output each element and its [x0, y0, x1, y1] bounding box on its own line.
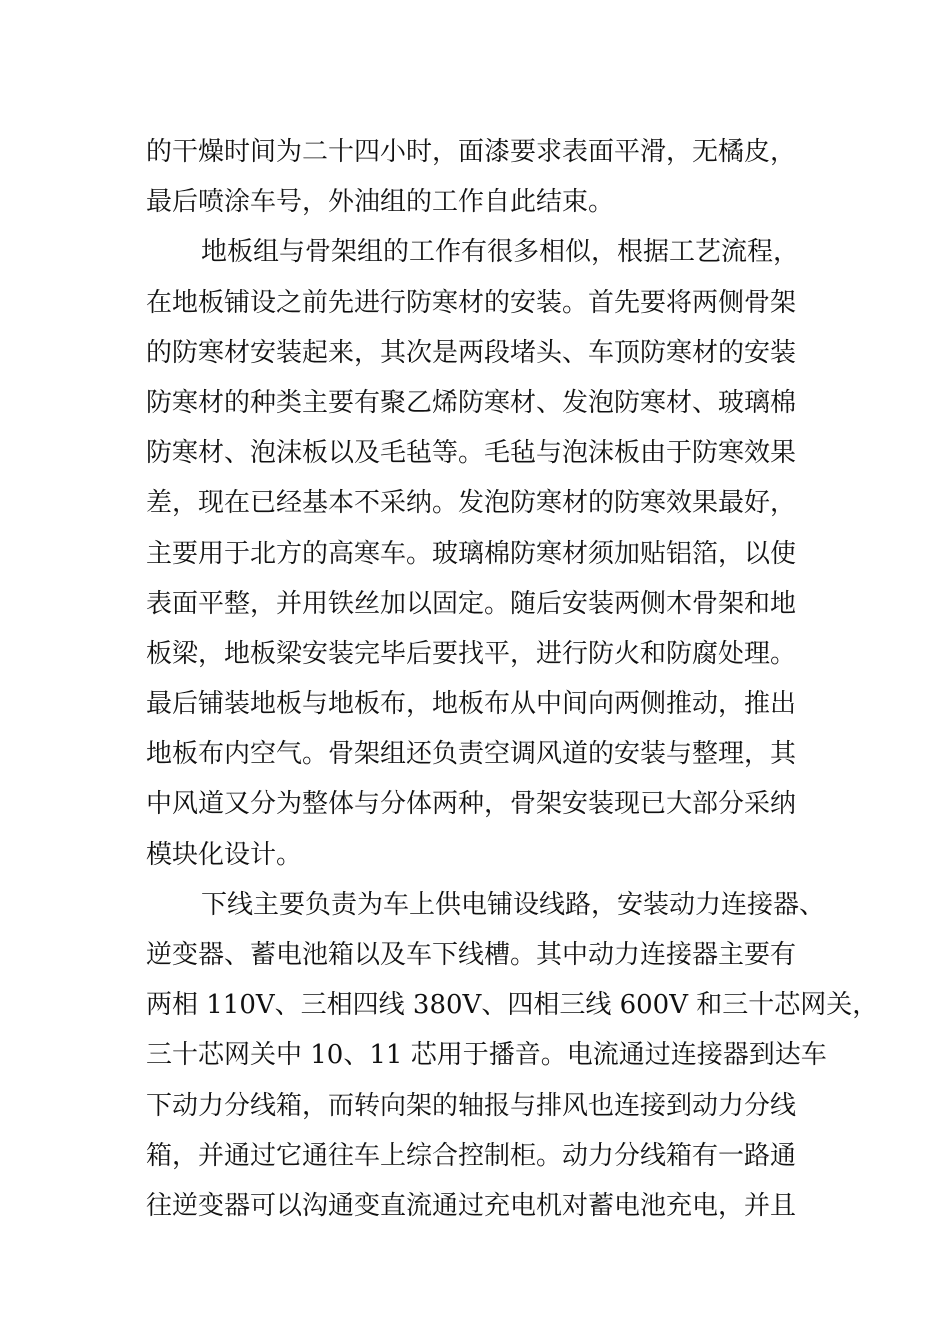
text-line: 两相 110V、三相四线 380V、四相三线 600V 和三十芯网关，	[146, 990, 879, 1021]
text-line: 箱，并通过它通往车上综合控制柜。动力分线箱有一路通	[146, 1140, 797, 1171]
text-line: 最后喷涂车号，外油组的工作自此结束。	[146, 187, 615, 218]
text-line: 下线主要负责为车上供电铺设线路，安装动力连接器、	[201, 889, 826, 920]
text-line: 三十芯网关中 10、11 芯用于播音。电流通过连接器到达车	[146, 1040, 827, 1071]
paragraph-3	[146, 880, 879, 1231]
text-line: 在地板铺设之前先进行防寒材的安装。首先要将两侧骨架	[146, 287, 797, 318]
text-line: 逆变器、蓄电池箱以及车下线槽。其中动力连接器主要有	[146, 940, 797, 970]
paragraph-2	[146, 227, 836, 879]
text-line: 最后铺装地板与地板布，地板布从中间向两侧推动，推出	[146, 689, 797, 720]
text-line: 下动力分线箱，而转向架的轴报与排风也连接到动力分线	[146, 1090, 797, 1121]
paragraph-1	[146, 127, 836, 227]
text-line: 往逆变器可以沟通变直流通过充电机对蓄电池充电，并且	[146, 1190, 797, 1221]
text-line: 表面平整，并用铁丝加以固定。随后安装两侧木骨架和地	[146, 588, 797, 619]
text-line: 防寒材、泡沫板以及毛毡等。毛毡与泡沫板由于防寒效果	[146, 438, 797, 469]
text-line: 模块化设计。	[146, 839, 303, 870]
text-line: 地板布内空气。骨架组还负责空调风道的安装与整理，其	[146, 739, 797, 770]
text-line: 差，现在已经基本不采纳。发泡防寒材的防寒效果最好，	[146, 488, 797, 519]
text-line: 的防寒材安装起来，其次是两段堵头、车顶防寒材的安装	[146, 337, 797, 368]
body-text	[146, 127, 879, 1231]
text-line: 地板组与骨架组的工作有很多相似，根据工艺流程，	[201, 237, 800, 268]
text-line: 的干燥时间为二十四小时，面漆要求表面平滑，无橘皮，	[146, 137, 797, 167]
text-line: 主要用于北方的高寒车。玻璃棉防寒材须加贴铝箔，以使	[146, 538, 797, 569]
text-line: 防寒材的种类主要有聚乙烯防寒材、发泡防寒材、玻璃棉	[146, 387, 797, 418]
text-line: 板梁，地板梁安装完毕后要找平，进行防火和防腐处理。	[146, 638, 797, 669]
text-line: 中风道又分为整体与分体两种，骨架安装现已大部分采纳	[146, 789, 797, 820]
